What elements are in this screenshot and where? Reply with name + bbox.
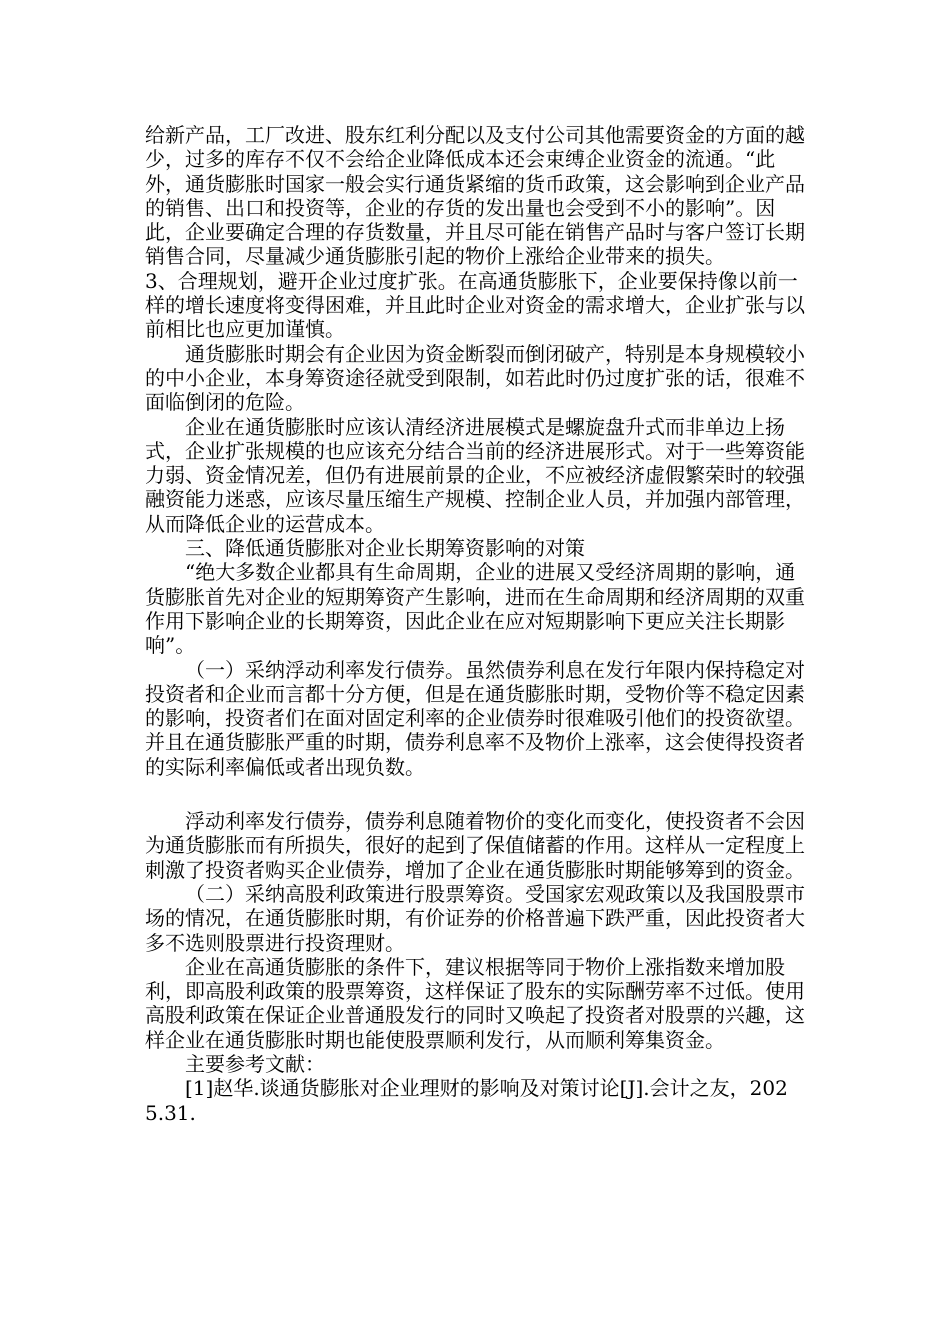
section-heading-long-term-financing: 三、降低通货膨胀对企业长期筹资影响的对策 <box>185 536 585 561</box>
paragraph-dividend-recommendation: 企业在高通货膨胀的条件下，建议根据等同于物价上涨指数来增加股利，即高股利政策的股票筹资，这样保证了股东的实际酬劳率不过低。使用高股利政策在保证企业普通股发行的同时又唤起了投资者对股票的兴趣，这样企业在通货膨胀时期也能使股票顺利发行，从而顺利筹集资金。 <box>145 954 805 1052</box>
paragraph-floating-rate-benefits: 浮动利率发行债券，债券利息随着物价的变化而变化，使投资者不会因为通货膨胀而有所损失，很好的起到了保值储蓄的作用。这样从一定程度上刺激了投资者购买企业债券，增加了企业在通货膨胀时期能够筹到的资金。 <box>145 809 805 882</box>
paragraph-gap <box>145 779 805 809</box>
paragraph-floating-rate-bonds: （一）采纳浮动利率发行债券。虽然债券利息在发行年限内保持稳定对投资者和企业而言都十分方便，但是在通货膨胀时期，受物价等不稳定因素的影响，投资者们在面对固定利率的企业债券时很难吸引他们的投资欲望。并且在通货膨胀严重的时期，债券利息率不及物价上涨率，这会使得投资者的实际利率偏低或者出现负数。 <box>145 657 805 779</box>
reference-item: [1]赵华.谈通货膨胀对企业理财的影响及对策讨论[J].会计之友，2025.31. <box>145 1076 788 1125</box>
paragraph-high-dividend-policy: （二）采纳高股利政策进行股票筹资。受国家宏观政策以及我国股票市场的情况，在通货膨胀时期，有价证券的价格普遍下跌严重，因此投资者大多不选则股票进行投资理财。 <box>145 881 805 955</box>
paragraph-bankruptcy-risk: 通货膨胀时期会有企业因为资金断裂而倒闭破产，特别是本身规模较小的中小企业，本身筹资途径就受到限制，如若此时仍过度扩张的话，很难不面临倒闭的危险。 <box>145 341 805 415</box>
document-body <box>145 123 805 1125</box>
paragraph-life-cycle-quote: “绝大多数企业都具有生命周期，企业的进展又受经济周期的影响，通货膨胀首先对企业的短期筹资产生影响，进而在生命周期和经济周期的双重作用下影响企业的长期筹资，因此企业在应对短期影响下更应关注长期影响”。 <box>145 560 805 658</box>
paragraph-inventory: 给新产品，工厂改进、股东红利分配以及支付公司其他需要资金的方面的越少，过多的库存不仅不会给企业降低成本还会束缚企业资金的流通。“此外，通货膨胀时国家一般会实行通货紧缩的货币政策，这会影响到企业产品的销售、出口和投资等，企业的存货的发出量也会受到不小的影响”。因此，企业要确定合理的存货数量，并且尽可能在销售产品时与客户签订长期销售合同，尽量减少通货膨胀引起的物价上涨给企业带来的损失。 3、合理规划，避开企业过度扩张。在高通货膨胀下，企业要保持像以前一样的增长速度将变得困难，并且此时企业对资金的需求增大，企业扩张与以前相比也应更加谨慎。 <box>145 123 805 342</box>
references-heading: 主要参考文献： <box>185 1051 325 1076</box>
paragraph-expansion-mode: 企业在通货膨胀时应该认清经济进展模式是螺旋盘升式而非单边上扬式，企业扩张规模的也应该充分结合当前的经济进展形式。对于一些筹资能力弱、资金情况差，但仍有进展前景的企业，不应被经济虚假繁荣时的较强融资能力迷惑，应该尽量压缩生产规模、控制企业人员，并加强内部管理，从而降低企业的运营成本。 <box>145 414 805 536</box>
